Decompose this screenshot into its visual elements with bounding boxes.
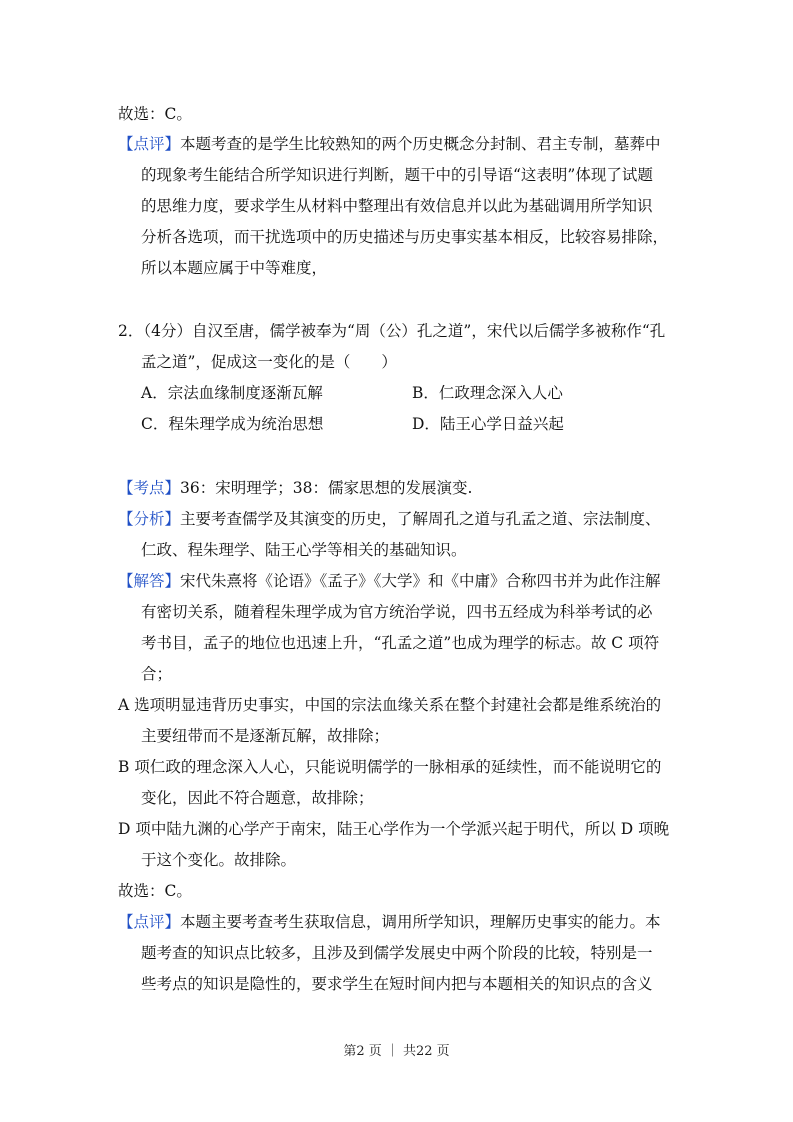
fenxi-line-1 [118,509,661,529]
fenxi-text: 主要考查儒学及其演变的历史，了解周孔之道与孔孟之道、宗法制度、 [180,510,661,528]
jieda-line-2: 有密切关系，随着程朱理学成为官方统治学说，四书五经成为科举考试的必 [141,603,653,621]
comment-line-1 [118,134,661,154]
comment-text: 本题考查的是学生比较熟知的两个历史概念分封制、君主专制，墓葬中 [180,135,661,153]
kaodian-line [118,478,472,498]
option-c: C．程朱理学成为统治思想 [141,415,324,433]
answer-line-2: 故选：C。 [118,882,192,900]
comment-line-5: 所以本题应属于中等难度， [141,259,328,277]
option-d: D．陆王心学日益兴起 [412,415,564,433]
option-b-analysis-line-2: 变化，因此不符合题意，故排除； [141,789,374,807]
fenxi-label: 【分析】 [118,510,181,528]
option-a-analysis-line-2: 主要纽带而不是逐渐瓦解，故排除； [141,727,390,745]
jieda-line-4: 合； [141,665,173,683]
kaodian-text: 36：宋明理学；38：儒家思想的发展演变. [180,479,473,497]
answer-line-1: 故选：C。 [118,105,192,123]
dianping-line-3: 些考点的知识是隐性的，要求学生在短时间内把与本题相关的知识点的含义 [141,975,653,993]
comment-label: 【点评】 [118,135,181,153]
fenxi-line-2: 仁政、程朱理学、陆王心学等相关的基础知识。 [141,541,467,559]
dianping-line-1 [118,912,661,932]
dianping-text: 本题主要考查考生获取信息，调用所学知识，理解历史事实的能力。本 [180,913,661,931]
page-footer: 第2 页 ｜ 共22 页 [343,1044,450,1059]
dianping-label: 【点评】 [118,913,181,931]
jieda-line-3: 考书目，孟子的地位也迅速上升，“孔孟之道”也成为理学的标志。故 C 项符 [141,634,660,652]
jieda-line-1 [118,571,661,591]
jieda-label: 【解答】 [118,572,181,590]
comment-line-3: 的思维力度，要求学生从材料中整理出有效信息并以此为基础调用所学知识 [141,197,653,215]
question-stem-line-2: 孟之道”，促成这一变化的是（ ） [141,353,397,371]
option-b-analysis-line-1: B 项仁政的理念深入人心，只能说明儒学的一脉相承的延续性，而不能说明它的 [118,758,662,776]
question-stem-line-1: 2．（4分）自汉至唐，儒学被奉为“周（公）孔之道”，宋代以后儒学多被称作“孔 [118,322,666,340]
kaodian-label: 【考点】 [118,479,181,497]
option-b: B．仁政理念深入人心 [412,384,563,402]
option-a: A．宗法血缘制度逐渐瓦解 [141,384,323,402]
option-d-analysis-line-1: D 项中陆九渊的心学产于南宋，陆王心学作为一个学派兴起于明代，所以 D 项晚 [118,820,670,838]
option-d-analysis-line-2: 于这个变化。故排除。 [141,851,297,869]
comment-line-2: 的现象考生能结合所学知识进行判断，题干中的引导语“这表明”体现了试题 [141,166,653,184]
option-a-analysis-line-1: A 选项明显违背历史事实，中国的宗法血缘关系在整个封建社会都是维系统治的 [118,696,662,714]
comment-line-4: 分析各选项，而干扰选项中的历史描述与历史事实基本相反，比较容易排除， [141,228,669,246]
jieda-text: 宋代朱熹将《论语》《孟子》《大学》和《中庸》合称四书并为此作注解 [180,572,661,590]
dianping-line-2: 题考查的知识点比较多，且涉及到儒学发展史中两个阶段的比较，特别是一 [141,944,653,962]
